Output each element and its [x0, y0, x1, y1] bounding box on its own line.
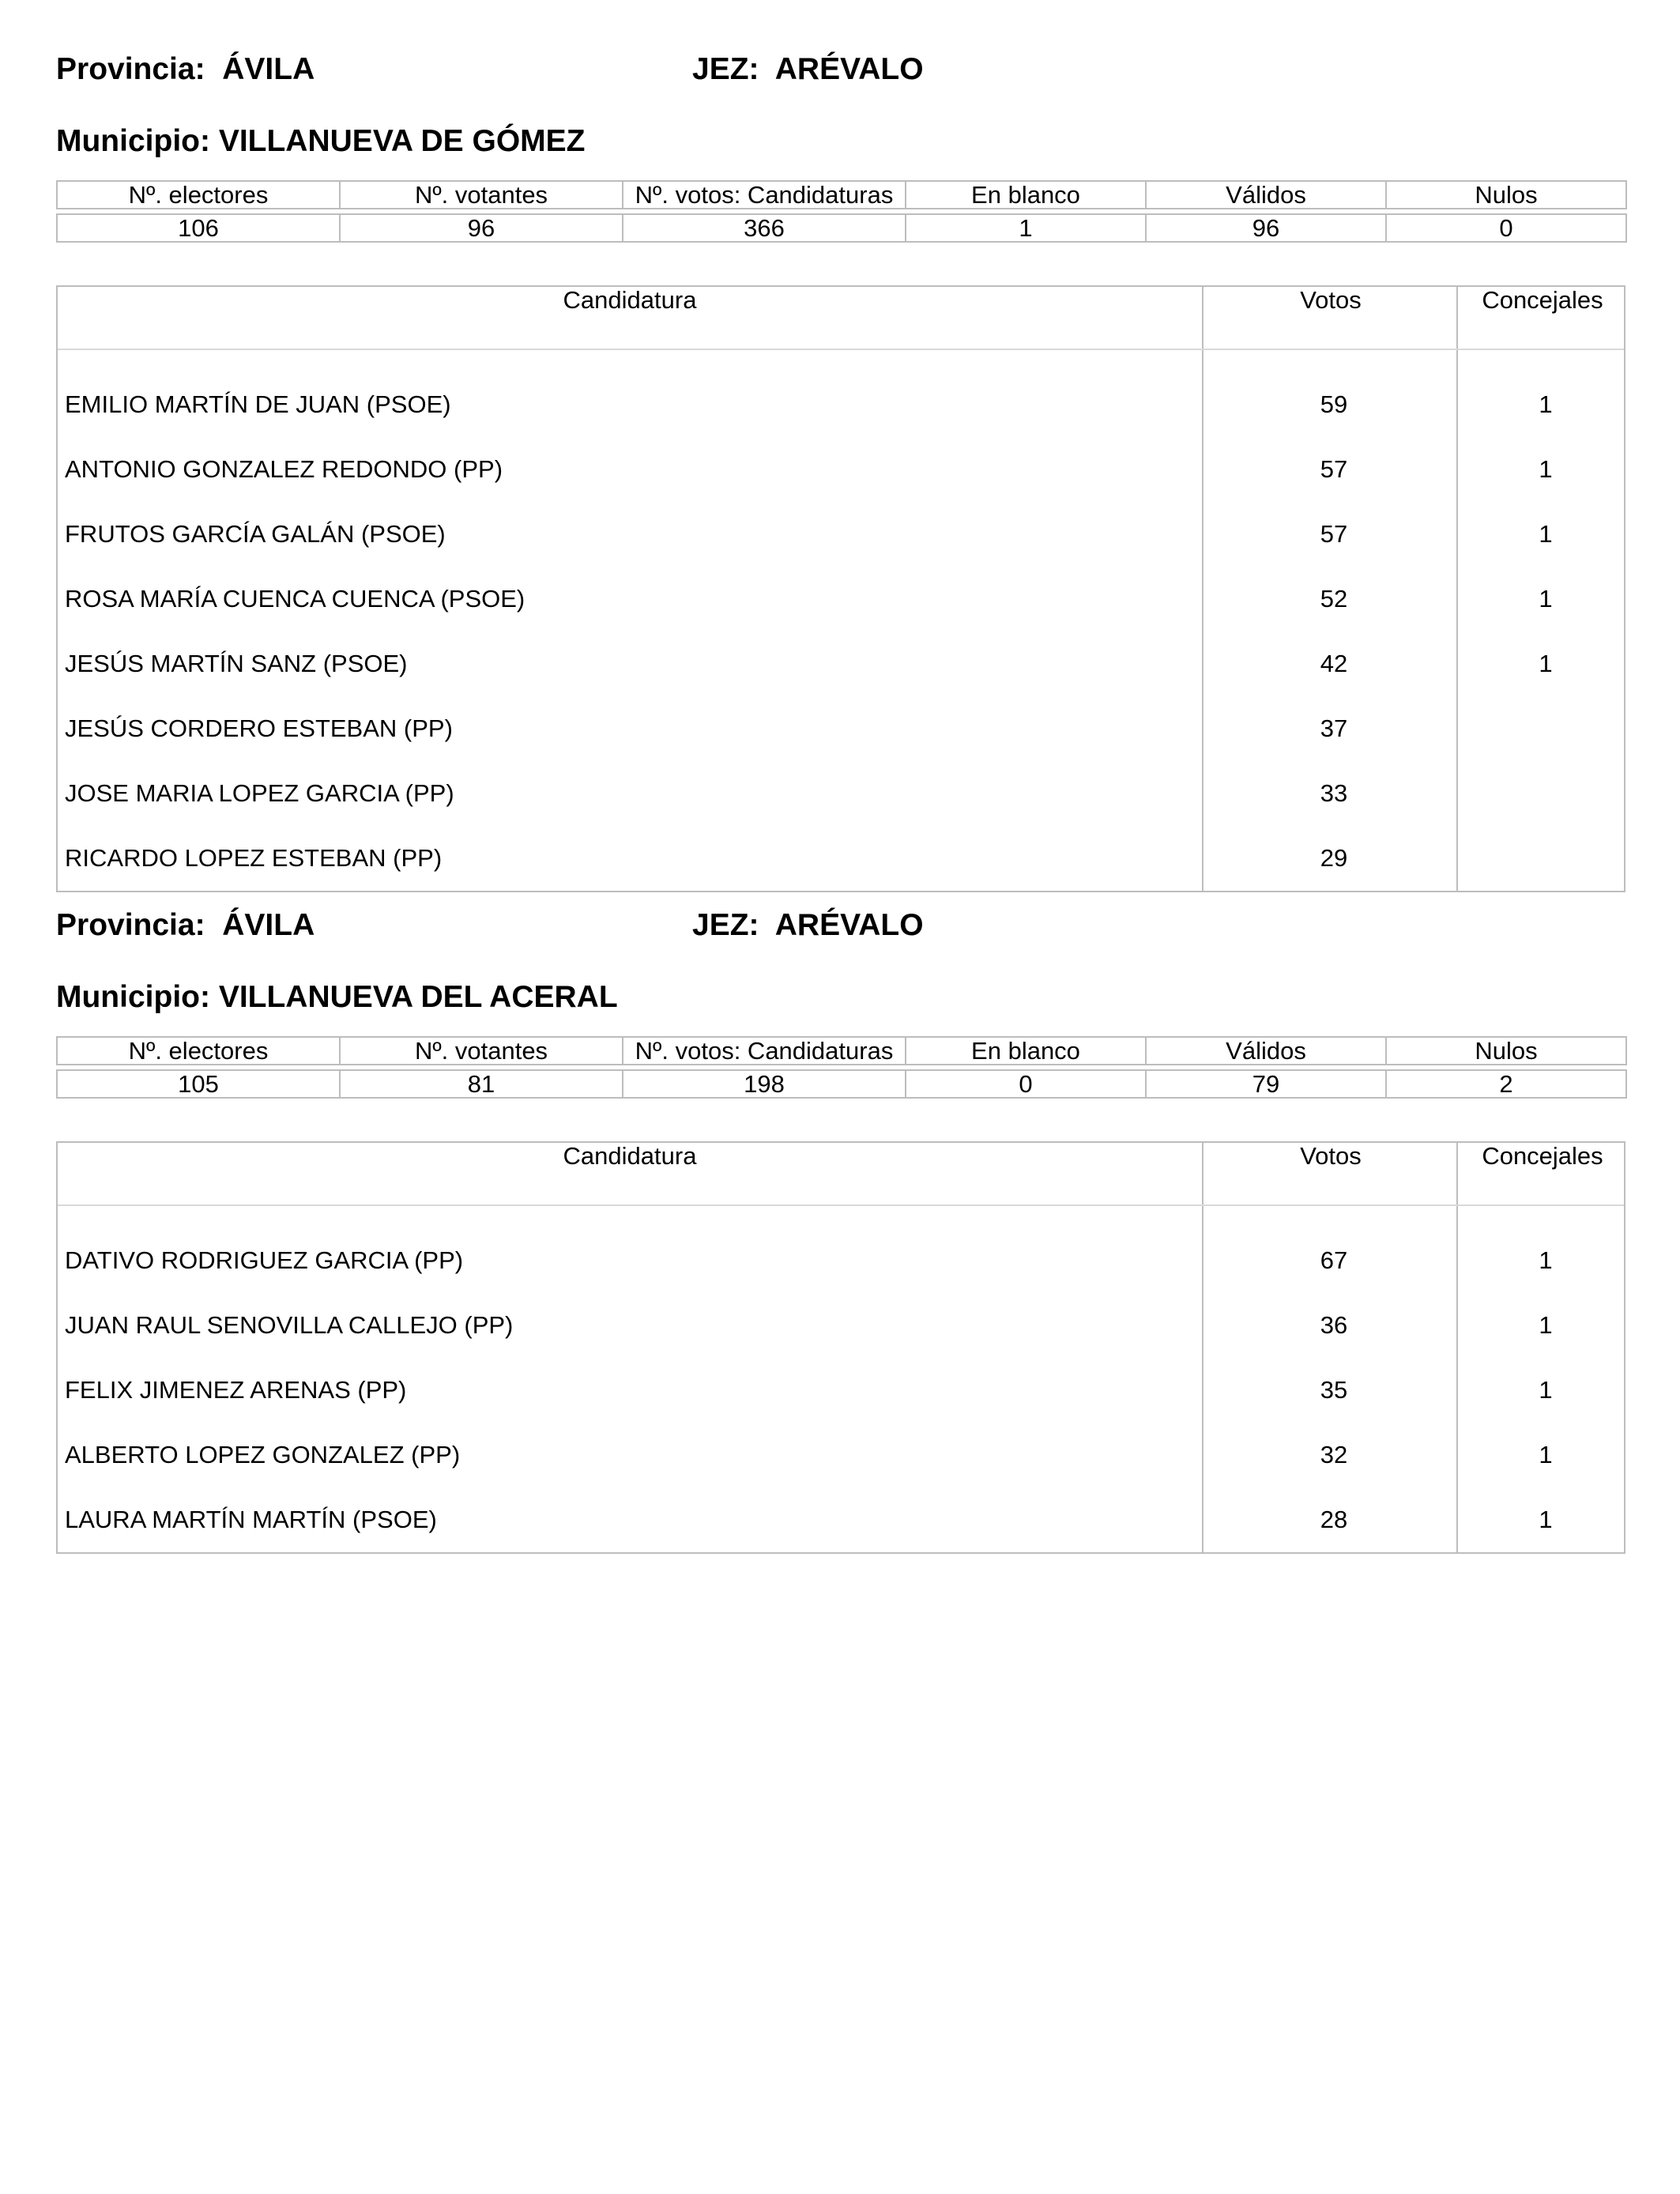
candidate-votos: 37 — [1202, 696, 1456, 761]
summary-header-row — [57, 1037, 1626, 1065]
candidate-name: FELIX JIMENEZ ARENAS (PP) — [65, 1376, 407, 1404]
summary-value-validos: 79 — [1146, 1070, 1386, 1098]
municipio-title: Municipio: VILLANUEVA DEL ACERAL — [56, 980, 618, 1014]
candidate-name: RICARDO LOPEZ ESTEBAN (PP) — [65, 844, 443, 872]
table-row — [58, 567, 1624, 631]
jez-field: JEZ: ARÉVALO — [692, 52, 924, 86]
summary-header-votos-candidaturas: Nº. votos: Candidaturas — [623, 1037, 906, 1065]
candidate-votos: 32 — [1202, 1423, 1456, 1487]
candidate-votos: 42 — [1202, 631, 1456, 696]
header-candidatura: Candidatura — [563, 286, 697, 314]
candidate-name: JESÚS CORDERO ESTEBAN (PP) — [65, 714, 453, 742]
table-row — [58, 372, 1624, 437]
summary-value-nulos: 0 — [1386, 214, 1626, 242]
summary-header-validos: Válidos — [1146, 181, 1386, 209]
summary-value-nulos: 2 — [1386, 1070, 1626, 1098]
candidate-name: JOSE MARIA LOPEZ GARCIA (PP) — [65, 779, 454, 807]
candidate-votos: 29 — [1202, 826, 1456, 891]
candidate-votos: 57 — [1202, 437, 1456, 502]
candidate-votos: 52 — [1202, 567, 1456, 631]
header-candidatura: Candidatura — [563, 1142, 697, 1170]
summary-header-electores: Nº. electores — [57, 181, 340, 209]
table-row — [58, 1228, 1624, 1293]
candidate-votos: 36 — [1202, 1293, 1456, 1358]
summary-table — [56, 180, 1627, 243]
candidate-concejales: 1 — [1456, 567, 1625, 631]
table-spacer — [58, 350, 1624, 372]
table-row — [58, 696, 1624, 761]
table-spacer — [58, 1206, 1624, 1228]
summary-value-en-blanco: 1 — [906, 214, 1146, 242]
table-row — [58, 761, 1624, 826]
candidates-body — [58, 1228, 1624, 1552]
candidates-table — [56, 285, 1625, 892]
table-row — [58, 502, 1624, 567]
header-votos: Votos — [1202, 1143, 1458, 1204]
candidate-votos: 59 — [1202, 372, 1456, 437]
candidate-concejales: 1 — [1456, 1228, 1625, 1293]
summary-header-en-blanco: En blanco — [906, 181, 1146, 209]
candidate-concejales: 1 — [1456, 1487, 1625, 1552]
summary-header-nulos: Nulos — [1386, 1037, 1626, 1065]
provincia-field: Provincia: ÁVILA — [56, 908, 315, 942]
summary-value-en-blanco: 0 — [906, 1070, 1146, 1098]
summary-value-electores: 106 — [57, 214, 340, 242]
table-row — [58, 437, 1624, 502]
candidate-votos: 67 — [1202, 1228, 1456, 1293]
candidates-table — [56, 1141, 1625, 1554]
candidate-name: ALBERTO LOPEZ GONZALEZ (PP) — [65, 1441, 461, 1468]
candidates-header-row — [58, 287, 1624, 350]
provincia-line — [56, 902, 1637, 949]
summary-header-votos-candidaturas: Nº. votos: Candidaturas — [623, 181, 906, 209]
summary-value-votantes: 81 — [340, 1070, 623, 1098]
candidate-name: ANTONIO GONZALEZ REDONDO (PP) — [65, 455, 503, 483]
summary-header-en-blanco: En blanco — [906, 1037, 1146, 1065]
candidate-concejales — [1456, 696, 1625, 761]
candidate-name: JESÚS MARTÍN SANZ (PSOE) — [65, 650, 408, 677]
table-row — [58, 1423, 1624, 1487]
candidate-concejales: 1 — [1456, 1358, 1625, 1423]
table-row — [58, 631, 1624, 696]
candidate-votos: 57 — [1202, 502, 1456, 567]
summary-header-validos: Válidos — [1146, 1037, 1386, 1065]
summary-header-electores: Nº. electores — [57, 1037, 340, 1065]
candidate-votos: 28 — [1202, 1487, 1456, 1552]
candidate-concejales — [1456, 761, 1625, 826]
candidate-name: EMILIO MARTÍN DE JUAN (PSOE) — [65, 390, 451, 418]
header-concejales: Concejales — [1456, 1143, 1627, 1204]
summary-values-row — [57, 214, 1626, 242]
candidate-name: DATIVO RODRIGUEZ GARCIA (PP) — [65, 1246, 464, 1274]
summary-value-votantes: 96 — [340, 214, 623, 242]
candidate-name: JUAN RAUL SENOVILLA CALLEJO (PP) — [65, 1311, 514, 1339]
header-votos: Votos — [1202, 287, 1458, 349]
candidate-concejales: 1 — [1456, 631, 1625, 696]
candidate-votos: 33 — [1202, 761, 1456, 826]
candidate-name: ROSA MARÍA CUENCA CUENCA (PSOE) — [65, 585, 525, 613]
candidate-name: LAURA MARTÍN MARTÍN (PSOE) — [65, 1506, 437, 1533]
summary-value-electores: 105 — [57, 1070, 340, 1098]
summary-values-row — [57, 1070, 1626, 1098]
candidate-concejales: 1 — [1456, 502, 1625, 567]
provincia-field: Provincia: ÁVILA — [56, 52, 315, 86]
candidate-concejales: 1 — [1456, 437, 1625, 502]
summary-header-nulos: Nulos — [1386, 181, 1626, 209]
candidates-header-row — [58, 1143, 1624, 1206]
table-row — [58, 1358, 1624, 1423]
candidate-concejales: 1 — [1456, 1293, 1625, 1358]
table-row — [58, 1293, 1624, 1358]
municipio-title: Municipio: VILLANUEVA DE GÓMEZ — [56, 124, 586, 158]
header-concejales: Concejales — [1456, 287, 1627, 349]
candidate-concejales — [1456, 826, 1625, 891]
summary-header-row — [57, 181, 1626, 209]
candidate-votos: 35 — [1202, 1358, 1456, 1423]
summary-header-votantes: Nº. votantes — [340, 1037, 623, 1065]
table-row — [58, 1487, 1624, 1552]
candidates-body — [58, 372, 1624, 891]
summary-value-validos: 96 — [1146, 214, 1386, 242]
summary-value-votos-candidaturas: 198 — [623, 1070, 906, 1098]
candidate-name: FRUTOS GARCÍA GALÁN (PSOE) — [65, 520, 446, 548]
summary-table — [56, 1036, 1627, 1099]
provincia-line — [56, 46, 1637, 93]
summary-header-votantes: Nº. votantes — [340, 181, 623, 209]
candidate-concejales: 1 — [1456, 372, 1625, 437]
jez-field: JEZ: ARÉVALO — [692, 908, 924, 942]
candidate-concejales: 1 — [1456, 1423, 1625, 1487]
table-row — [58, 826, 1624, 891]
summary-value-votos-candidaturas: 366 — [623, 214, 906, 242]
